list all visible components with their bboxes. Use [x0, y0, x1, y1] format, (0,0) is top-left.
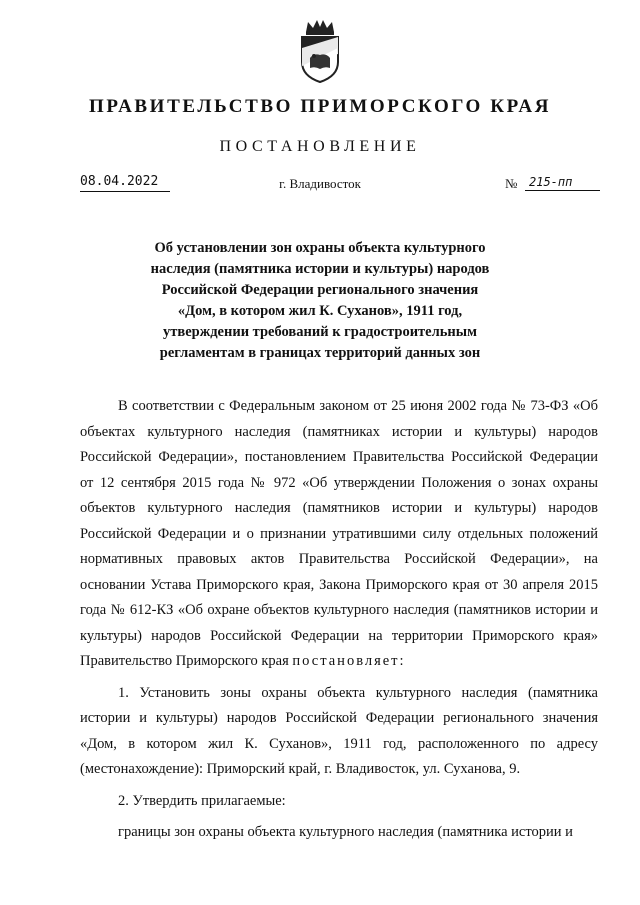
- document-number: 215-пп: [525, 174, 600, 191]
- resolves-word: постановляет:: [292, 653, 406, 669]
- document-number-block: [505, 172, 600, 192]
- document-type: ПОСТАНОВЛЕНИЕ: [219, 138, 421, 155]
- subject-line: Российской Федерации регионального значения: [161, 282, 479, 298]
- subject-line: Об установлении зон охраны объекта культурного: [154, 240, 486, 256]
- item-1-paragraph: 1. Установить зоны охраны объекта культурного наследия (памятника истории и культуры) народов Российской Федерации регионального значения «Дом, в котором жил К. Суханов», 1911 год, расположенного по адресу (местонахождение): Приморский край, г. Владивосток, ул. Суханова, 9.: [80, 684, 598, 777]
- subject-line: утверждении требований к градостроительным: [163, 324, 477, 340]
- document-city: г. Владивосток: [279, 176, 361, 191]
- coat-of-arms-icon: [298, 18, 342, 84]
- preamble-text: В соответствии с Федеральным законом от 25 июня 2002 года № 73-ФЗ «Об объектах культурного наследия (памятниках истории и культуры) народов Российской Федерации», постановлением Правительства Российской Федерации от 12 сентября 2015 года № 972 «Об утверждении Положения о зонах охраны объектов культурного наследия (памятников истории и культуры) народов Российской Федерации и о признании утратившими силу отдельных положений нормативных правовых актов Правительства Российской Федерации», на основании Устава Приморского края, Закона Приморского края от 30 апреля 2015 года № 612-КЗ «Об охране объектов культурного наследия (памятников истории и культуры) народов Российской Федерации на территории Приморского края» Правительство Приморского края: [80, 398, 598, 669]
- subject-line: наследия (памятника истории и культуры) народов: [150, 261, 490, 277]
- number-sign: №: [505, 176, 518, 191]
- item-2-subparagraph: границы зон охраны объекта культурного наследия (памятника истории и: [118, 824, 573, 840]
- preamble-paragraph: [80, 394, 598, 675]
- document-date: 08.04.2022: [80, 174, 170, 192]
- government-title: ПРАВИТЕЛЬСТВО ПРИМОРСКОГО КРАЯ: [88, 96, 552, 117]
- item-2-paragraph: 2. Утвердить прилагаемые:: [118, 792, 286, 809]
- subject-line: «Дом, в котором жил К. Суханов», 1911 год,: [177, 303, 463, 319]
- document-subject: [120, 238, 520, 364]
- subject-line: регламентам в границах территорий данных зон: [159, 345, 481, 361]
- document-body: [80, 394, 598, 846]
